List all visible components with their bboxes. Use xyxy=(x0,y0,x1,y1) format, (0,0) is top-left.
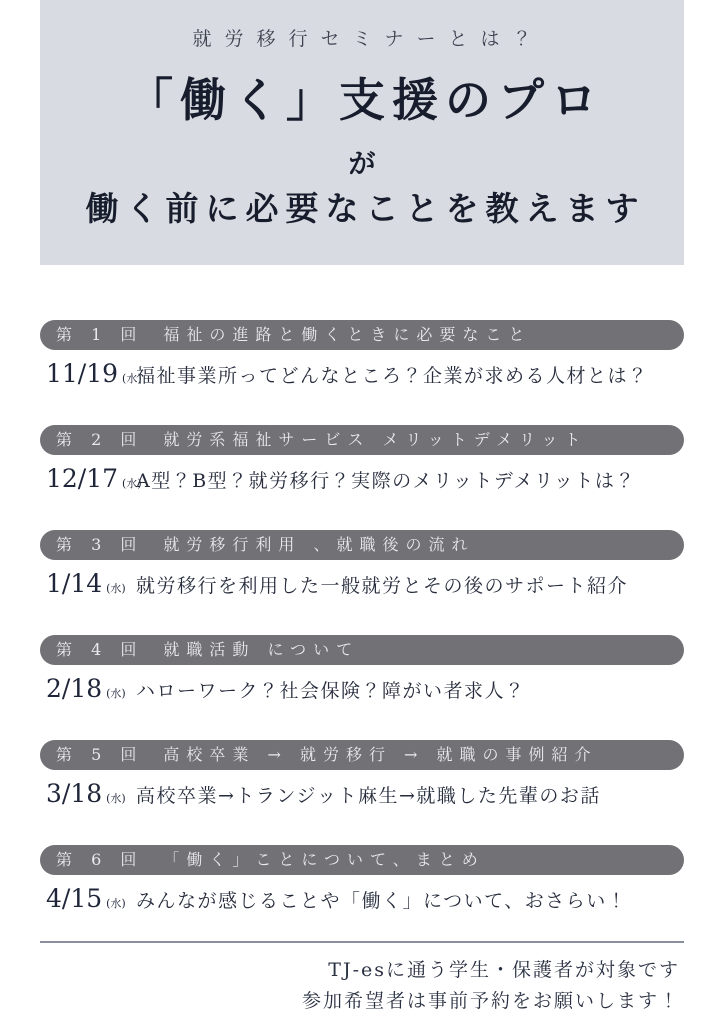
session-date: 2/18 xyxy=(46,674,103,703)
session-datewrap xyxy=(46,779,136,808)
session-item-3 xyxy=(40,530,684,602)
session-date: 12/17 xyxy=(46,464,119,493)
session-item-5 xyxy=(40,740,684,812)
session-detail xyxy=(40,359,684,392)
footer-section xyxy=(0,941,724,1017)
session-weekday: (水) xyxy=(106,897,126,910)
session-datewrap xyxy=(46,359,142,388)
session-detail xyxy=(40,569,684,602)
hero-section xyxy=(40,0,684,265)
session-date: 11/19 xyxy=(46,359,119,388)
session-date: 4/15 xyxy=(46,884,103,913)
session-date: 1/14 xyxy=(46,569,103,598)
hero-subtitle: 就労移行セミナーとは？ xyxy=(192,28,545,50)
session-number: 第 3 回 xyxy=(56,535,144,554)
hero-tagline: 働く前に必要なことを教えます xyxy=(85,189,646,229)
session-datewrap xyxy=(46,674,136,703)
session-detail xyxy=(40,884,684,917)
session-description: 福祉事業所ってどんなところ？企業が求める人材とは？ xyxy=(136,365,649,387)
session-description: ハローワーク？社会保険？障がい者求人？ xyxy=(136,680,526,702)
session-bar xyxy=(40,320,684,350)
session-detail xyxy=(40,464,684,497)
session-topic: 就労系福祉サービス メリットデメリット xyxy=(163,430,588,449)
session-number: 第 6 回 xyxy=(56,850,144,869)
session-description: みんなが感じることや「働く」について、おさらい！ xyxy=(136,890,628,912)
session-item-4 xyxy=(40,635,684,707)
footer-note xyxy=(0,955,680,1017)
session-list xyxy=(40,320,684,917)
session-description: A型？B型？就労移行？実際のメリットデメリットは？ xyxy=(136,470,636,492)
session-detail xyxy=(40,674,684,707)
footer-note-line1: TJ-esに通う学生・保護者が対象です xyxy=(328,959,680,981)
session-item-1 xyxy=(40,320,684,392)
session-number: 第 5 回 xyxy=(56,745,144,764)
session-datewrap xyxy=(46,884,136,913)
session-date: 3/18 xyxy=(46,779,103,808)
session-description: 高校卒業→トランジット麻生→就職した先輩のお話 xyxy=(136,785,601,807)
footer-divider xyxy=(40,941,684,943)
session-bar xyxy=(40,530,684,560)
session-bar xyxy=(40,845,684,875)
session-detail xyxy=(40,779,684,812)
session-weekday: (水) xyxy=(106,582,126,595)
session-description: 就労移行を利用した一般就労とその後のサポート紹介 xyxy=(136,575,629,597)
session-topic: 就労移行利用 、就職後の流れ xyxy=(163,535,475,554)
session-weekday: (水) xyxy=(122,372,142,385)
session-number: 第 1 回 xyxy=(56,325,144,344)
session-bar xyxy=(40,635,684,665)
session-topic: 「働く」ことについて、まとめ xyxy=(163,850,485,869)
session-number: 第 4 回 xyxy=(56,640,144,659)
hero-title: 「働く」支援のプロ xyxy=(127,73,604,127)
session-weekday: (水) xyxy=(122,477,142,490)
session-number: 第 2 回 xyxy=(56,430,144,449)
session-bar xyxy=(40,425,684,455)
session-topic: 福祉の進路と働くときに必要なこと xyxy=(163,325,532,344)
footer-note-line2: 参加希望者は事前予約をお願いします！ xyxy=(301,990,680,1012)
hero-connector: が xyxy=(348,149,376,181)
session-topic: 高校卒業 → 就労移行 → 就職の事例紹介 xyxy=(163,745,598,764)
session-weekday: (水) xyxy=(106,792,126,805)
session-topic: 就職活動 について xyxy=(163,640,360,659)
session-item-2 xyxy=(40,425,684,497)
session-datewrap xyxy=(46,569,136,598)
session-datewrap xyxy=(46,464,142,493)
session-item-6 xyxy=(40,845,684,917)
session-bar xyxy=(40,740,684,770)
session-weekday: (水) xyxy=(106,687,126,700)
